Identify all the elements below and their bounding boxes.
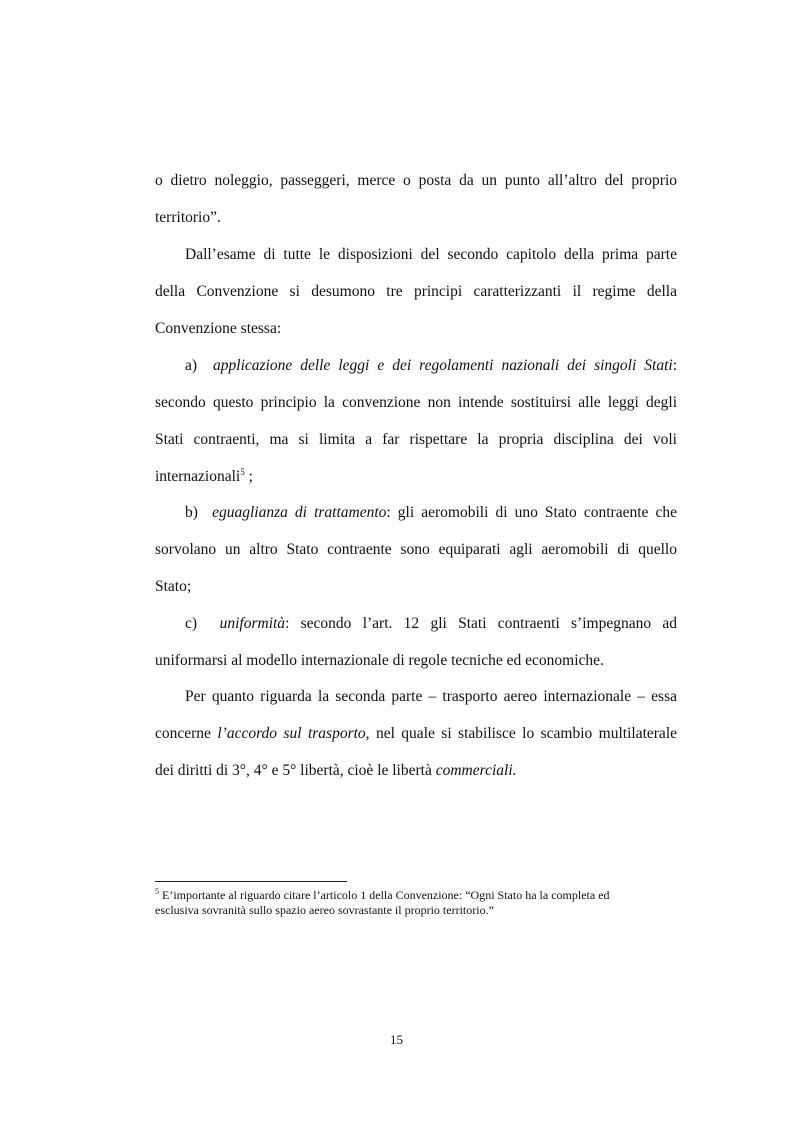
paragraph-intro-line-1: Dall’esame di tutte le disposizioni del secondo capitolo della prima parte — [185, 246, 677, 263]
principle-b-line-2: sorvolano un altro Stato contraente sono equiparati agli aeromobili di quello — [155, 541, 677, 558]
second-part-line-2 — [155, 724, 677, 744]
body-line-1: o dietro noleggio, passeggeri, merce o posta da un punto all’altro del proprio — [155, 172, 677, 189]
principle-c-line-2: uniformarsi al modello internazionale di regole tecniche ed economiche. — [155, 652, 604, 669]
principle-a-colon: : — [672, 357, 677, 374]
principle-a-end-text: internazionali — [155, 468, 241, 485]
principle-c-title: uniformità — [219, 615, 286, 632]
footnote-reference: 5 — [240, 467, 245, 477]
principle-a-label: a) — [185, 357, 198, 374]
principle-c-label: c) — [185, 615, 198, 632]
footnote-separator — [155, 881, 347, 882]
second-part-line-1: Per quanto riguarda la seconda parte – trasporto aereo internazionale – essa — [185, 688, 677, 705]
second-part-line-3 — [155, 761, 677, 781]
footnote-line-1 — [155, 888, 677, 903]
principle-b-label: b) — [185, 504, 198, 521]
freedoms-text: dei diritti di 3°, 4° e 5° libertà, cioè le libertà — [155, 762, 436, 779]
second-part-post: , nel quale si stabilisce lo scambio multilaterale — [365, 725, 677, 742]
body-line-2: territorio”. — [155, 209, 221, 226]
principle-a-line-3: Stati contraenti, ma si limita a far rispettare la propria disciplina dei voli — [155, 431, 677, 448]
principle-a-title: applicazione delle leggi e dei regolamenti nazionali dei singoli Stati — [213, 357, 673, 374]
principle-a-end-punct: ; — [244, 468, 253, 485]
principle-b-rest: : gli aeromobili di uno Stato contraente che — [386, 504, 677, 521]
commercial-freedoms-term: commerciali. — [435, 762, 517, 779]
principle-a-line-4 — [155, 467, 677, 487]
principle-c-heading — [185, 614, 677, 634]
second-part-pre: concerne — [155, 725, 218, 742]
principle-a-line-2: secondo questo principio la convenzione non intende sostituirsi alle leggi degli — [155, 394, 677, 411]
footnote-number: 5 — [155, 887, 159, 896]
page-number: 15 — [390, 1032, 403, 1047]
footnote-line-2: esclusiva sovranità sullo spazio aereo sovrastante il proprio territorio.” — [155, 903, 494, 917]
principle-c-rest: : secondo l’art. 12 gli Stati contraenti s’impegnano ad — [285, 615, 677, 632]
footnote-text-1: E’importante al riguardo citare l’articolo 1 della Convenzione: “Ogni Stato ha la completa ed — [159, 888, 610, 902]
principle-b-line-3: Stato; — [155, 578, 192, 595]
transport-agreement-term: l’accordo sul trasporto — [217, 725, 366, 742]
principle-a-heading — [185, 356, 677, 376]
principle-b-heading — [185, 503, 677, 523]
paragraph-intro-line-3: Convenzione stessa: — [155, 320, 282, 337]
principle-b-title: eguaglianza di trattamento — [212, 504, 387, 521]
paragraph-intro-line-2: della Convenzione si desumono tre principi caratterizzanti il regime della — [155, 283, 677, 300]
